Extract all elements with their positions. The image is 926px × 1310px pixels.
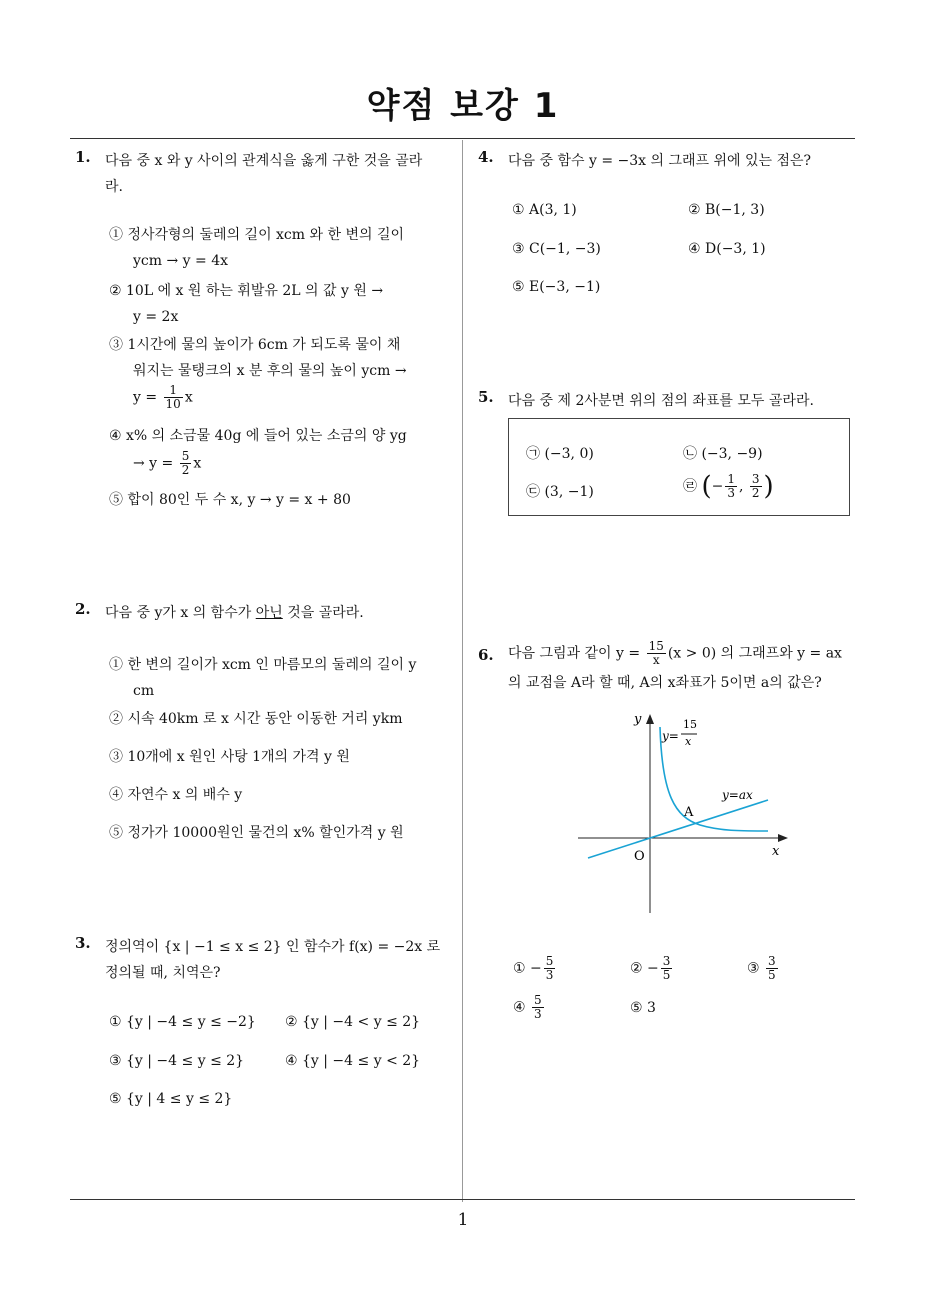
choice-d[interactable]: ㉣ (− $\frac{1}{3}$ , $\frac{3}{2}$ ) bbox=[683, 471, 774, 502]
numerator: 5 bbox=[181, 449, 190, 463]
option-5[interactable]: ⑤ E(−3, −1) bbox=[512, 279, 601, 295]
question-stem bbox=[105, 600, 364, 626]
question-stem bbox=[508, 640, 842, 667]
stem-text: 다음 그림과 같이 y = bbox=[508, 645, 641, 662]
question-stem: 다음 중 제 2사분면 위의 점의 좌표를 모두 골라라. bbox=[508, 393, 814, 409]
formula-prefix: → y = bbox=[133, 455, 174, 472]
denominator: 3 bbox=[534, 1007, 542, 1021]
fraction bbox=[661, 955, 673, 982]
option-4[interactable]: ④ x% 의 소금물 40g 에 들어 있는 소금의 양 yg bbox=[109, 428, 407, 444]
line-label: y=ax bbox=[722, 788, 753, 802]
formula-suffix: x bbox=[193, 455, 202, 472]
option-3[interactable]: ③ 1시간에 물의 높이가 6cm 가 되도록 물이 채 bbox=[109, 337, 401, 353]
function-graph bbox=[570, 705, 800, 920]
formula-prefix: y = bbox=[133, 389, 158, 406]
question-number: 6. bbox=[478, 646, 494, 664]
option-3[interactable]: ③ 10개에 x 원인 사탕 1개의 가격 y 원 bbox=[109, 749, 350, 765]
top-rule bbox=[70, 138, 855, 139]
choice-marker: ㉣ bbox=[683, 478, 697, 495]
q6-option-2[interactable] bbox=[630, 955, 674, 982]
option-marker: ④ bbox=[513, 999, 526, 1016]
option-1[interactable]: ① A(3, 1) bbox=[512, 202, 577, 218]
question-stem-cont: 의 교점을 A라 할 때, A의 x좌표가 5이면 a의 값은? bbox=[508, 675, 822, 691]
option-4[interactable]: ④ {y | −4 ≤ y < 2} bbox=[285, 1053, 421, 1069]
question-number: 3. bbox=[75, 934, 91, 952]
q6-option-3[interactable] bbox=[747, 955, 780, 982]
fraction bbox=[725, 473, 737, 500]
option-1[interactable]: ① {y | −4 ≤ y ≤ −2} bbox=[109, 1014, 256, 1030]
fraction bbox=[647, 640, 666, 667]
numerator: 1 bbox=[164, 384, 183, 398]
numerator: 1 bbox=[727, 472, 735, 486]
page-title: 약점 보강 1 bbox=[366, 86, 560, 126]
underlined-word: 아닌 bbox=[255, 605, 283, 621]
question-number: 4. bbox=[478, 148, 494, 166]
choice-b[interactable]: ㉡ (−3, −9) bbox=[683, 446, 763, 462]
column-divider bbox=[462, 140, 463, 1202]
q6-option-5[interactable]: ⑤ 3 bbox=[630, 1000, 656, 1016]
fraction bbox=[164, 384, 183, 411]
option-3-formula bbox=[133, 384, 193, 411]
question-2 bbox=[75, 600, 460, 850]
fraction bbox=[180, 450, 192, 477]
stem-text: 다음 중 y가 x 의 함수가 bbox=[105, 605, 256, 621]
question-3 bbox=[75, 934, 460, 1134]
option-5[interactable]: ⑤ {y | 4 ≤ y ≤ 2} bbox=[109, 1091, 233, 1107]
question-stem: 다음 중 함수 y = −3x 의 그래프 위에 있는 점은? bbox=[508, 153, 812, 169]
q6-option-4[interactable] bbox=[513, 994, 546, 1021]
option-marker: ① − bbox=[513, 960, 542, 977]
bottom-rule bbox=[70, 1199, 855, 1200]
option-marker: ③ bbox=[747, 960, 760, 977]
question-1 bbox=[75, 148, 460, 528]
fraction bbox=[750, 473, 762, 500]
numerator: 15 bbox=[648, 639, 664, 653]
choice-a[interactable]: ㉠ (−3, 0) bbox=[526, 446, 594, 462]
question-number: 2. bbox=[75, 600, 91, 618]
fraction bbox=[532, 994, 544, 1021]
stem-text-end: (x > 0) 의 그래프와 y = ax bbox=[667, 645, 842, 662]
page-number: 1 bbox=[457, 1210, 469, 1230]
x-axis-arrow bbox=[778, 834, 788, 842]
denominator: 5 bbox=[662, 968, 671, 982]
option-2[interactable]: ② B(−1, 3) bbox=[688, 202, 765, 218]
denominator: x bbox=[652, 653, 660, 667]
question-number: 1. bbox=[75, 148, 91, 166]
question-5 bbox=[478, 388, 863, 418]
q6-option-1[interactable] bbox=[513, 955, 557, 982]
curve-label-denominator: x bbox=[685, 735, 692, 748]
numerator: 3 bbox=[751, 472, 760, 486]
option-2[interactable]: ② 10L 에 x 원 하는 휘발유 2L 의 값 y 원 → bbox=[109, 283, 384, 299]
option-3-cont: 워지는 물탱크의 x 분 후의 물의 높이 ycm → bbox=[133, 363, 407, 379]
option-4[interactable]: ④ D(−3, 1) bbox=[688, 241, 766, 257]
numerator: 3 bbox=[662, 954, 671, 968]
option-2[interactable]: ② 시속 40km 로 x 시간 동안 이동한 거리 ykm bbox=[109, 711, 403, 727]
numerator: 5 bbox=[534, 993, 542, 1007]
question-stem-cont: 라. bbox=[105, 179, 123, 195]
option-marker: ② − bbox=[630, 960, 659, 977]
denominator: 2 bbox=[181, 463, 190, 477]
question-stem: 다음 중 x 와 y 사이의 관계식을 옳게 구한 것을 골라 bbox=[105, 153, 423, 169]
denominator: 3 bbox=[727, 486, 735, 500]
option-3[interactable]: ③ C(−1, −3) bbox=[512, 241, 601, 257]
curve-label-numerator: 15 bbox=[683, 718, 697, 731]
formula-suffix: x bbox=[184, 389, 193, 406]
question-stem: 정의역이 {x | −1 ≤ x ≤ 2} 인 함수가 f(x) = −2x 로 bbox=[105, 939, 441, 955]
option-5[interactable]: ⑤ 합이 80인 두 수 x, y → y = x + 80 bbox=[109, 492, 351, 508]
curve-label-prefix: y= bbox=[662, 729, 679, 743]
question-6 bbox=[478, 640, 878, 700]
x-axis-label: x bbox=[772, 844, 780, 859]
y-axis-arrow bbox=[646, 714, 654, 724]
choices-box bbox=[508, 418, 850, 516]
choice-c[interactable]: ㉢ (3, −1) bbox=[526, 484, 594, 500]
option-1-cont: cm bbox=[133, 683, 155, 699]
option-2-cont: y = 2x bbox=[133, 309, 179, 325]
option-3[interactable]: ③ {y | −4 ≤ y ≤ 2} bbox=[109, 1053, 245, 1069]
question-stem-cont: 정의될 때, 치역은? bbox=[105, 965, 221, 981]
option-5[interactable]: ⑤ 정가가 10000원인 물건의 x% 할인가격 y 원 bbox=[109, 825, 404, 841]
numerator: 3 bbox=[768, 954, 776, 968]
option-4[interactable]: ④ 자연수 x 의 배수 y bbox=[109, 787, 243, 803]
denominator: 10 bbox=[165, 397, 181, 411]
point-a-label: A bbox=[684, 805, 694, 820]
option-1-cont: ycm → y = 4x bbox=[133, 253, 228, 269]
option-1[interactable]: ① 한 변의 길이가 xcm 인 마름모의 둘레의 길이 y bbox=[109, 657, 417, 673]
numerator: 5 bbox=[545, 954, 554, 968]
denominator: 5 bbox=[768, 968, 776, 982]
option-2[interactable]: ② {y | −4 < y ≤ 2} bbox=[285, 1014, 421, 1030]
option-1[interactable]: ① 정사각형의 둘레의 길이 xcm 와 한 변의 길이 bbox=[109, 227, 404, 243]
denominator: 3 bbox=[545, 968, 554, 982]
question-4 bbox=[478, 148, 863, 308]
question-number: 5. bbox=[478, 388, 494, 406]
fraction bbox=[544, 955, 556, 982]
denominator: 2 bbox=[751, 486, 760, 500]
y-axis-label: y bbox=[634, 712, 642, 727]
origin-label: O bbox=[634, 849, 645, 864]
option-4-formula bbox=[133, 450, 201, 477]
stem-text-end: 것을 골라라. bbox=[282, 605, 364, 621]
fraction bbox=[766, 955, 778, 982]
